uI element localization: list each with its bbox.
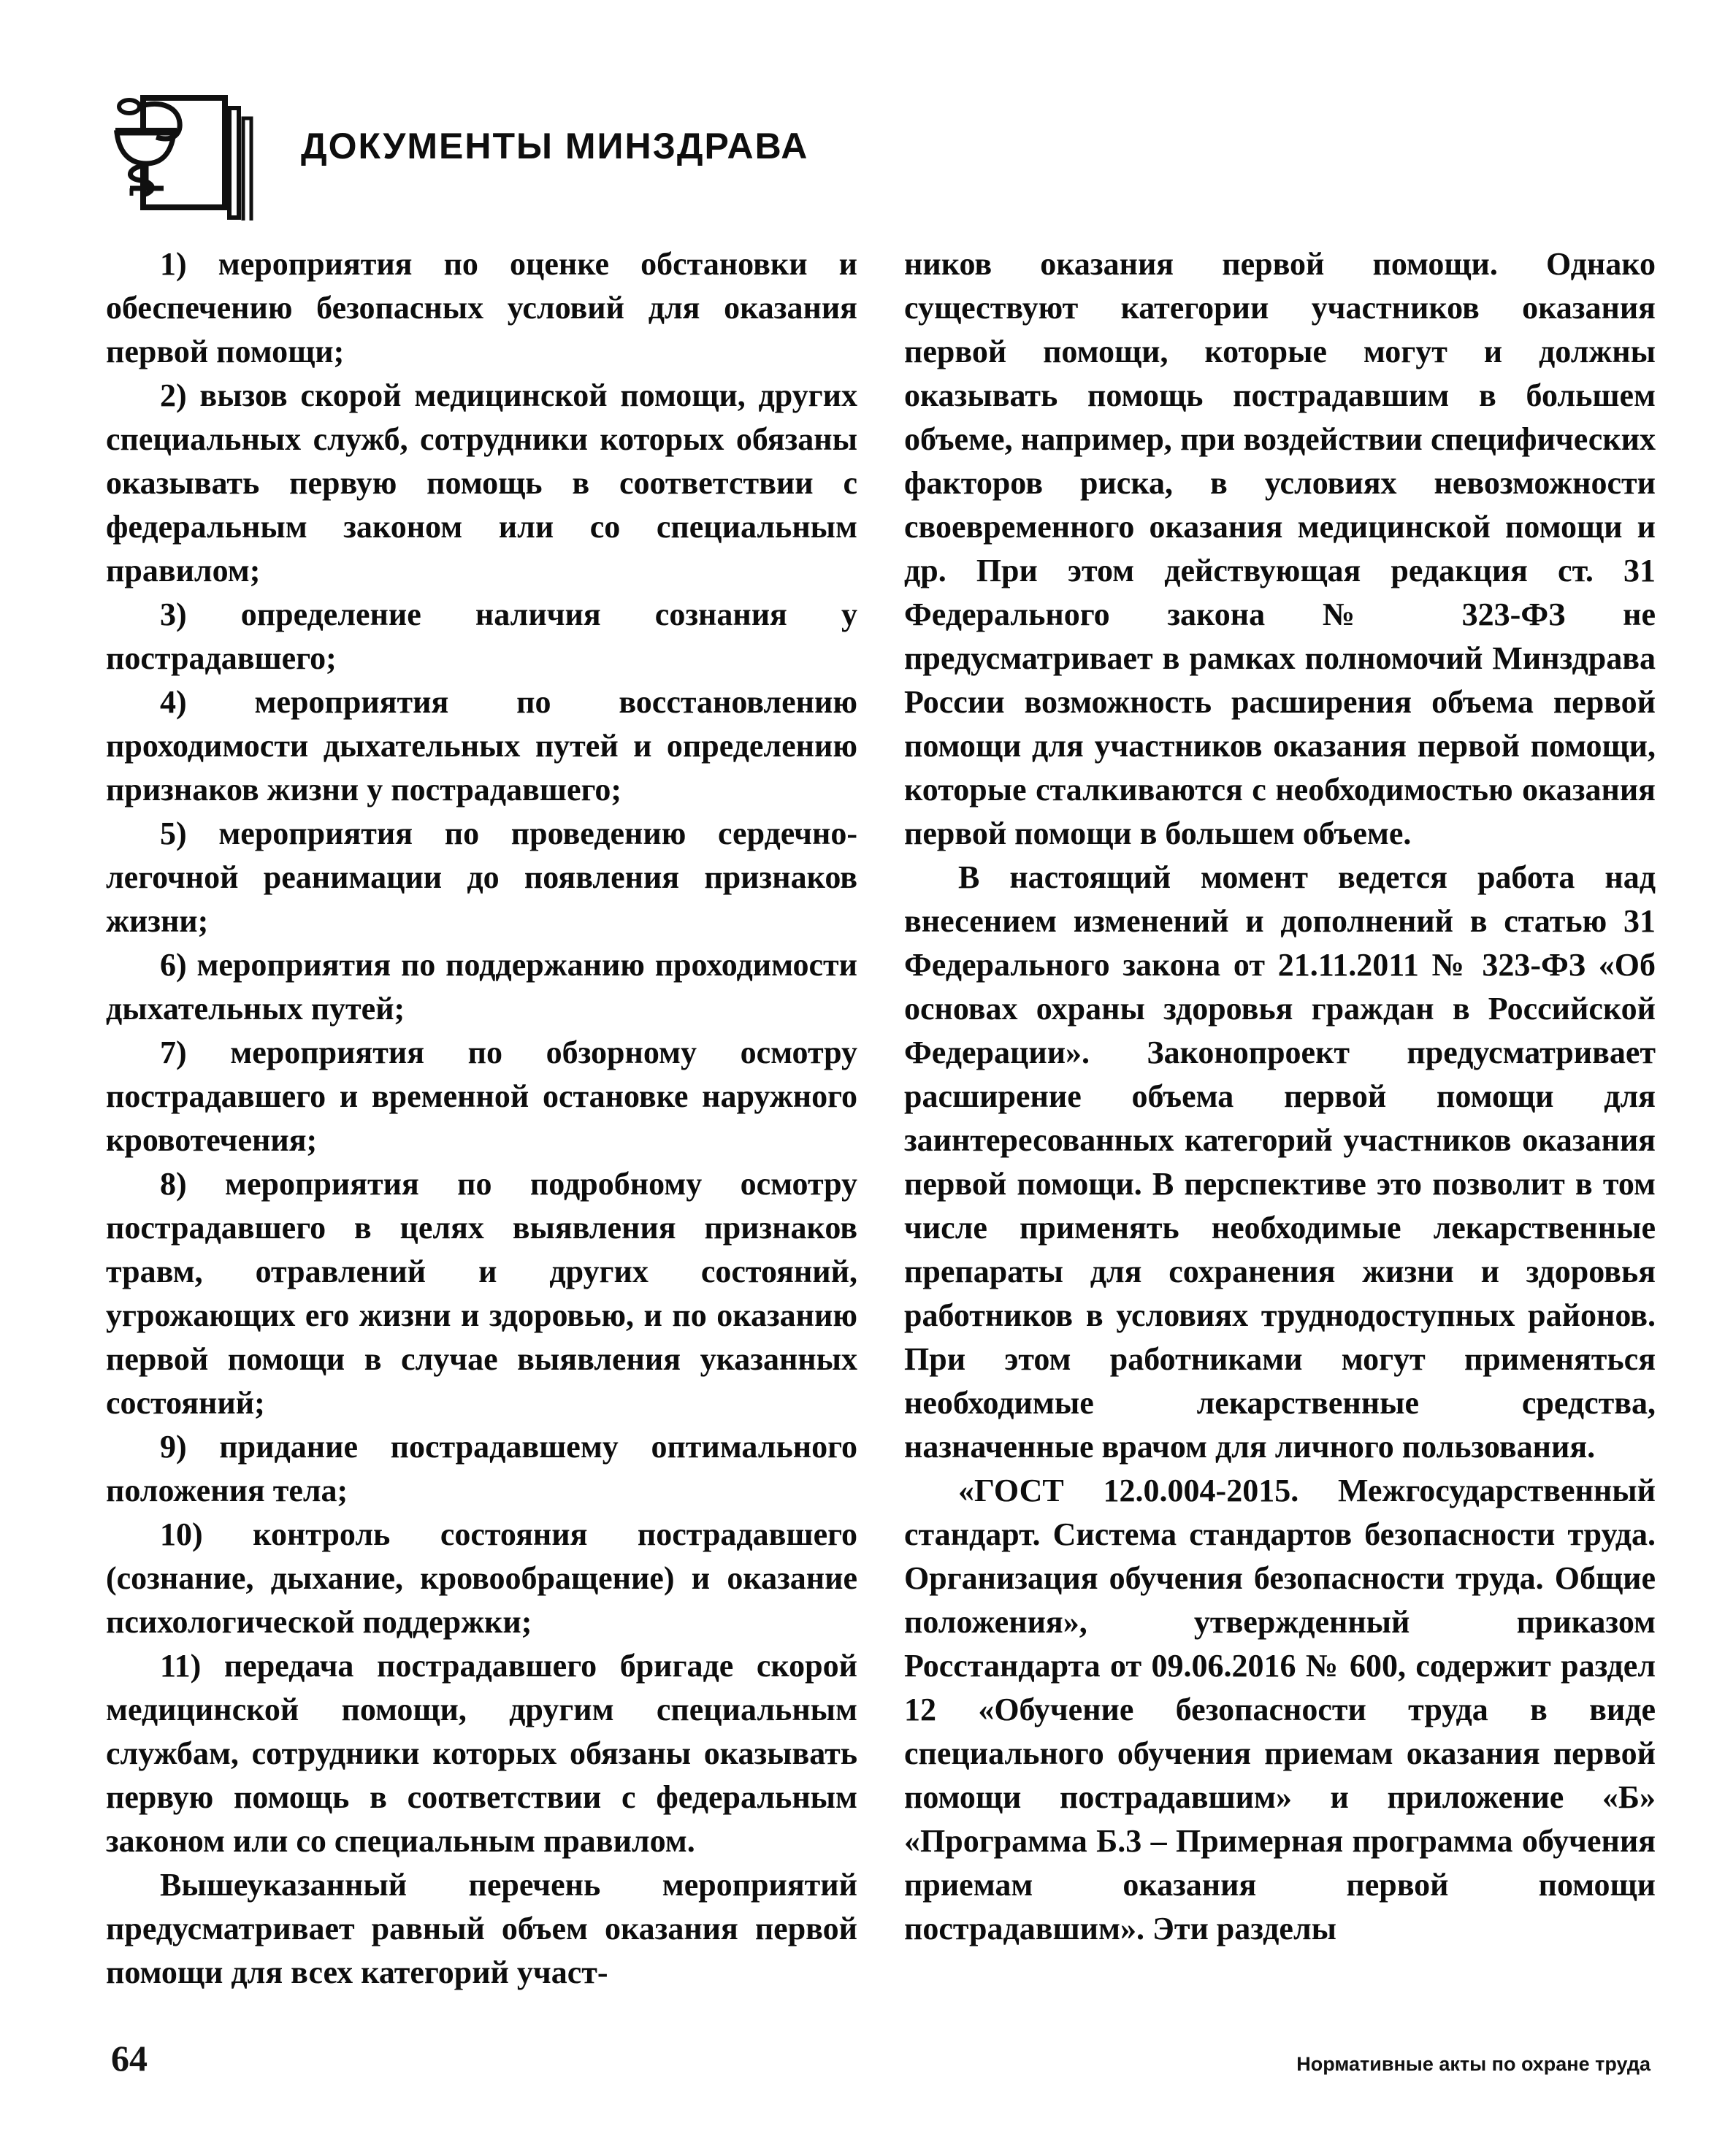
body-paragraph: В настоящий момент ведется работа над внесением изменений и дополнений в статью 31 Федерального закона от 21.11.2011 № 323-ФЗ «Об основах охраны здоровья граждан в Российской Федерации». Законопроект предусматривает расширение объема первой помощи для заинтересованных категорий участников оказания первой помощи. В перспективе это позволит в том числе применять необходимые лекарственные препараты для сохранения жизни и здоровья работников в условиях труднодоступных районов. При этом работниками могут применяться необходимые лекарственные средства, назначенные врачом для личного пользования. [904,859,1656,1465]
right-column [904,242,1656,1995]
list-item-5: 5) мероприятия по проведению сердечно-легочной реанимации до появления признаков жизни; [106,816,857,939]
article-body [106,242,1656,1995]
list-item-9: 9) придание пострадавшему оптимального положения тела; [106,1429,857,1508]
list-item-7: 7) мероприятия по обзорному осмотру пострадавшего и временной остановке наружного кровотечения; [106,1035,857,1158]
page-footer [111,2037,1651,2079]
left-column [106,242,857,1995]
list-item-2: 2) вызов скорой медицинской помощи, других специальных служб, сотрудники которых обязаны оказывать первую помощь в соответствии с федеральным законом или со специальным правилом; [106,377,857,588]
body-paragraph: «ГОСТ 12.0.004-2015. Межгосударственный стандарт. Система стандартов безопасности труда. Организация обучения безопасности труда. Общие положения», утвержденный приказом Росстандарта от 09.06.2016 № 600, содержит раздел 12 «Обучение безопасности труда в виде специального обучения приемам оказания первой помощи пострадавшим» и приложение «Б» «Программа Б.3 – Примерная программа обучения приемам оказания первой помощи пострадавшим». Эти разделы [904,1473,1656,1946]
page-number: 64 [111,2038,148,2079]
page-header [110,92,808,220]
continuation-paragraph: ников оказания первой помощи. Однако существуют категории участников оказания первой помощи, которые могут и должны оказывать помощь пострадавшим в большем объеме, например, при воздействии специфических факторов риска, в условиях невозможности своевременного оказания медицинской помощи и др. При этом действующая редакция ст. 31 Федерального закона № 323-ФЗ не предусматривает в рамках полномочий Минздрава России возможность расширения объема первой помощи для участников оказания первой помощи, которые сталкиваются с необходимостью оказания первой помощи в большем объеме. [904,246,1656,851]
list-item-10: 10) контроль состояния пострадавшего (сознание, дыхание, кровообращение) и оказание психологической поддержки; [106,1516,857,1640]
section-title: ДОКУМЕНТЫ МИНЗДРАВА [301,126,809,166]
list-item-3: 3) определение наличия сознания у пострадавшего; [106,596,857,676]
running-title: Нормативные акты по охране труда [1296,2053,1651,2075]
list-item-4: 4) мероприятия по восстановлению проходимости дыхательных путей и определению признаков жизни у пострадавшего; [106,684,857,807]
closing-paragraph: Вышеуказанный перечень мероприятий предусматривает равный объем оказания первой помощи для всех категорий участ- [106,1867,857,1990]
list-item-1: 1) мероприятия по оценке обстановки и обеспечению безопасных условий для оказания первой помощи; [106,246,857,369]
list-item-11: 11) передача пострадавшего бригаде скорой медицинской помощи, другим специальным службам, сотрудники которых обязаны оказывать первую помощь в соответствии с федеральным законом или со специальным правилом. [106,1648,857,1859]
list-item-8: 8) мероприятия по подробному осмотру пострадавшего в целях выявления признаков травм, отравлений и других состояний, угрожающих его жизни и здоровью, и по оказанию первой помощи в случае выявления указанных состояний; [106,1166,857,1421]
hygieia-bowl-documents-icon [110,92,259,220]
list-item-6: 6) мероприятия по поддержанию проходимости дыхательных путей; [106,947,857,1027]
